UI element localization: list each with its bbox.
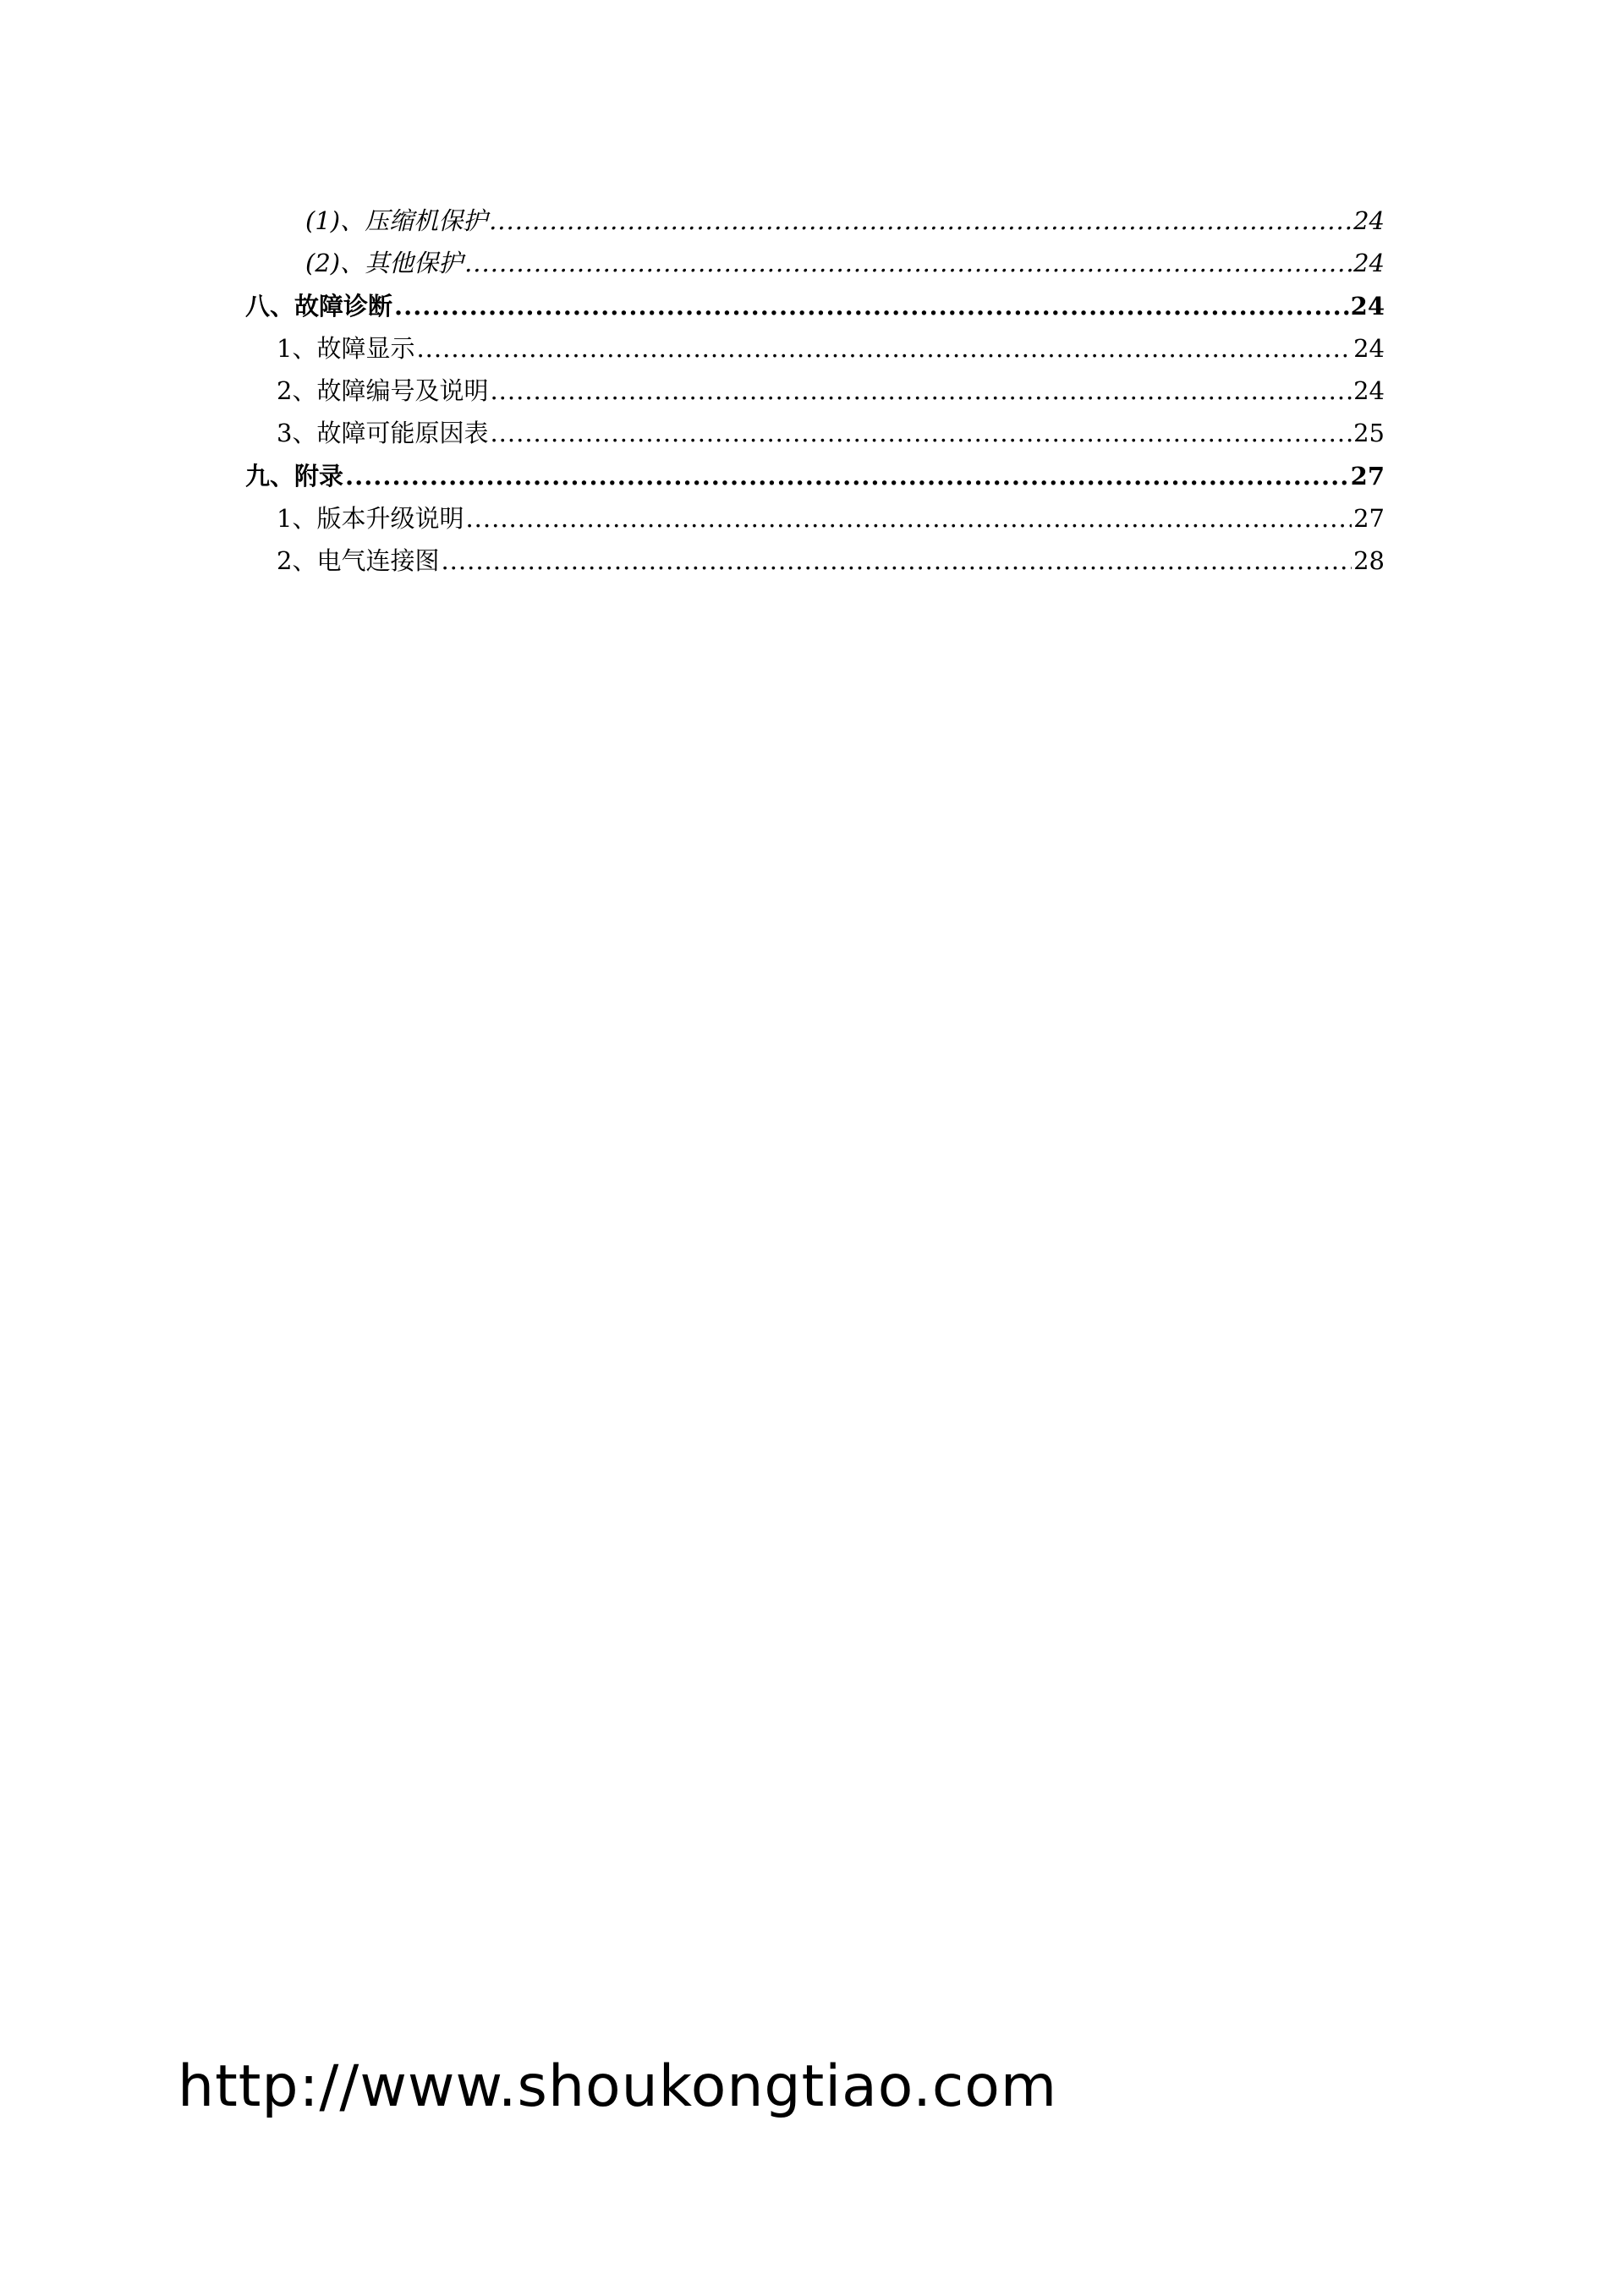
toc-dot-leader <box>489 204 1352 238</box>
toc-entry[interactable] <box>245 289 1385 323</box>
toc-entry-title: (1)、压缩机保护 <box>305 206 488 235</box>
toc-dot-leader <box>464 246 1352 280</box>
toc-entry-title: 3、故障可能原因表 <box>277 419 489 447</box>
toc-entry-page: 28 <box>1353 546 1385 575</box>
toc-entry-title: 2、故障编号及说明 <box>277 376 489 405</box>
website-url: http://www.shoukongtiao.com <box>178 2053 1058 2120</box>
toc-entry[interactable] <box>305 204 1385 238</box>
toc-dot-leader <box>465 501 1352 535</box>
toc-entry[interactable] <box>277 416 1385 450</box>
toc-entry-title: 八、故障诊断 <box>245 292 393 321</box>
toc-entry-title: 2、电气连接图 <box>277 546 440 575</box>
toc-dot-leader <box>394 289 1349 323</box>
toc-dot-leader <box>345 459 1349 493</box>
toc-dot-leader <box>490 416 1352 450</box>
toc-entry-page: 24 <box>1353 249 1385 277</box>
toc-entry-page: 24 <box>1353 334 1385 363</box>
toc-entry-title: (2)、其他保护 <box>305 249 464 277</box>
toc-entry-page: 24 <box>1353 206 1385 235</box>
toc-entry-title: 九、附录 <box>245 462 344 490</box>
toc-entry[interactable] <box>277 332 1385 365</box>
toc-entry-title: 1、版本升级说明 <box>277 504 464 533</box>
toc-entry-page: 24 <box>1350 292 1385 321</box>
toc-entry-title: 1、故障显示 <box>277 334 415 363</box>
toc-entry[interactable] <box>277 374 1385 408</box>
toc-entry-page: 24 <box>1353 376 1385 405</box>
toc-entry-page: 27 <box>1350 462 1385 490</box>
toc-entry[interactable] <box>277 501 1385 535</box>
toc-entry-page: 27 <box>1353 504 1385 533</box>
toc-dot-leader <box>416 332 1352 365</box>
toc-dot-leader <box>490 374 1352 408</box>
toc-entry[interactable] <box>245 459 1385 493</box>
toc-entry[interactable] <box>305 246 1385 280</box>
toc-entry-page: 25 <box>1353 419 1385 447</box>
toc-entry[interactable] <box>277 544 1385 578</box>
toc-dot-leader <box>441 544 1352 578</box>
